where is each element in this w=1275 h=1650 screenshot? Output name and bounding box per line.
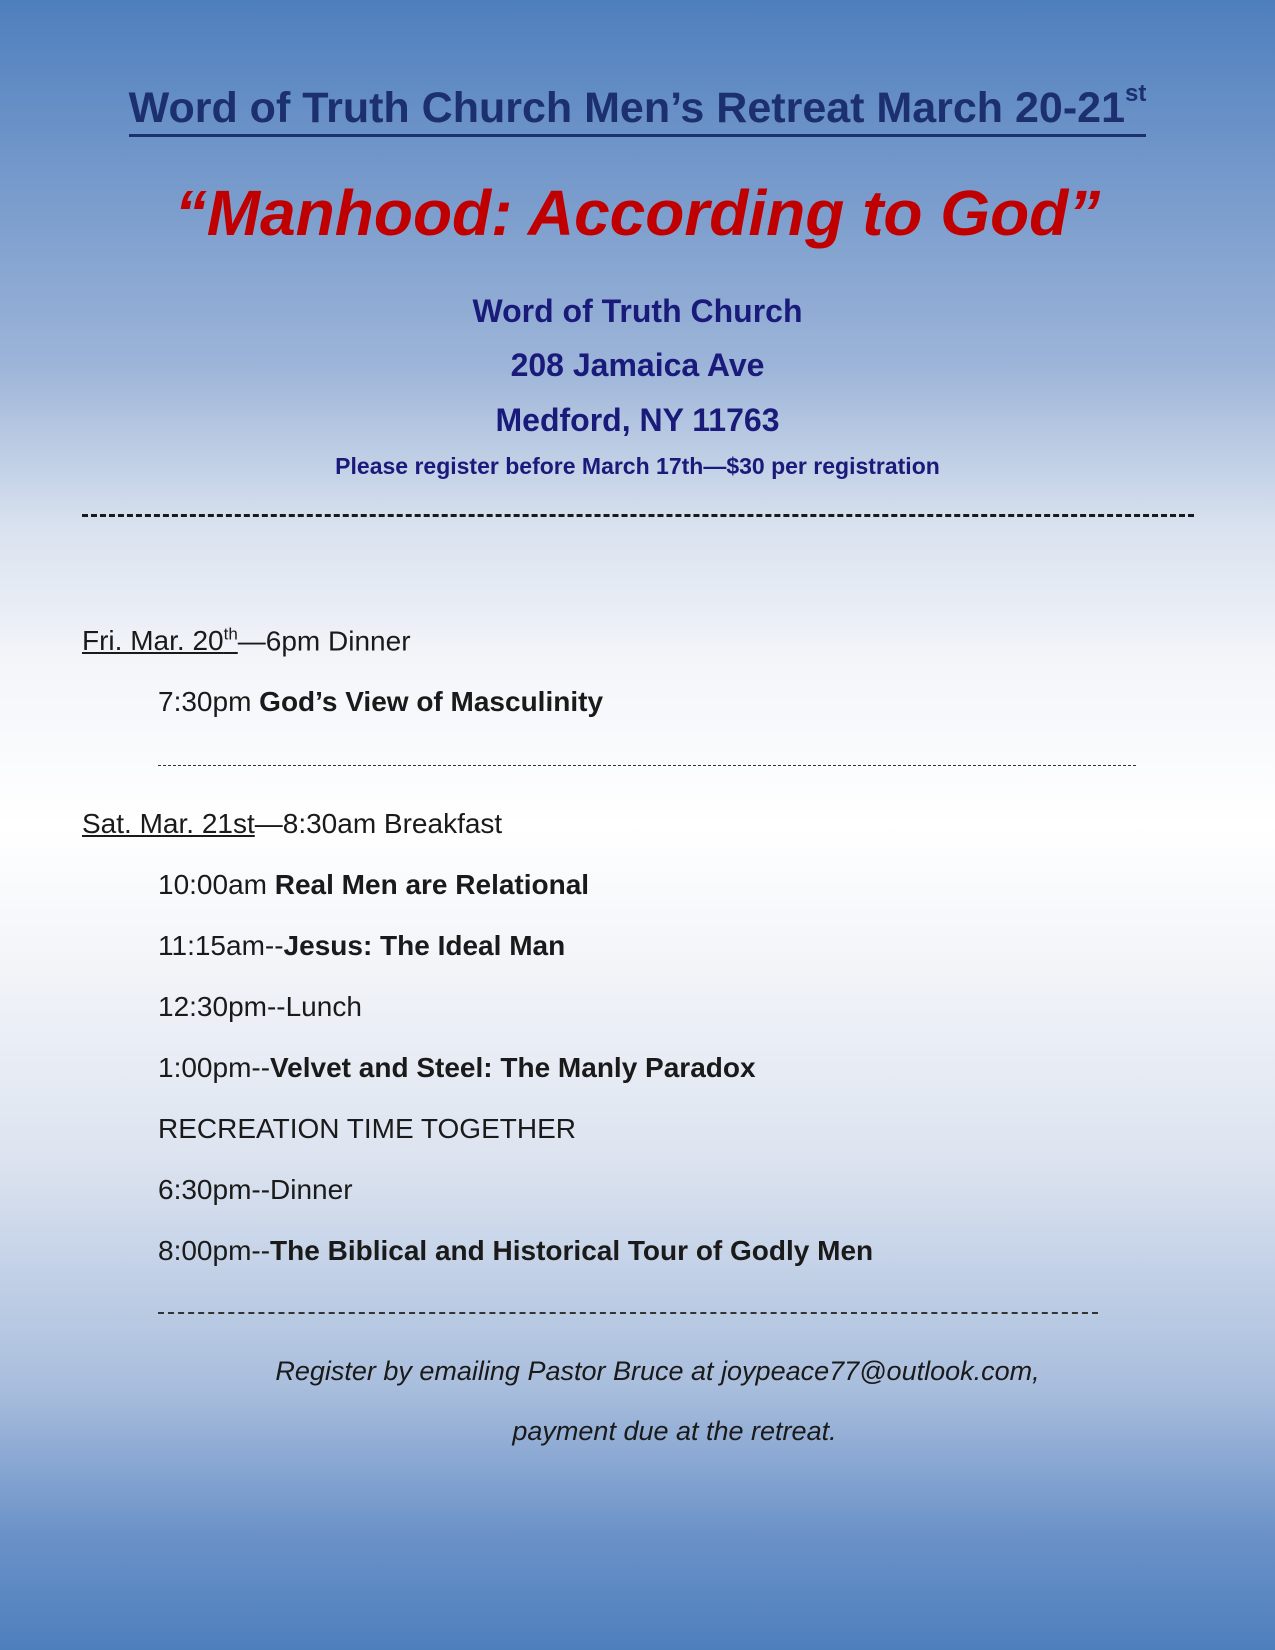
schedule-time: 8:00pm-- [158, 1235, 271, 1266]
title-text: Word of Truth Church Men’s Retreat March 20-21 [128, 84, 1125, 132]
session-title: Jesus: The Ideal Man [283, 930, 566, 961]
schedule-item [158, 869, 589, 901]
friday-day-label: Fri. Mar. 20th [82, 625, 238, 657]
schedule-time: 10:00am [158, 869, 275, 900]
registration-note: Please register before March 17th—$30 per registration [335, 453, 940, 479]
retreat-theme: “Manhood: According to God” [174, 177, 1101, 249]
schedule-item [158, 1174, 353, 1206]
schedule-item [158, 1235, 873, 1267]
day-divider [158, 765, 1136, 766]
schedule-time: 11:15am-- [158, 930, 284, 961]
retreat-title [0, 79, 1275, 133]
friday-dinner: —6pm Dinner [237, 625, 411, 657]
registration-instructions: Register by emailing Pastor Bruce at joypeace77@outlook.com, [275, 1356, 1040, 1386]
session-title: Velvet and Steel: The Manly Paradox [270, 1052, 756, 1083]
saturday-schedule-header [82, 808, 502, 840]
payment-note: payment due at the retreat. [512, 1416, 837, 1446]
footer-divider [158, 1312, 1098, 1314]
title-superscript: st [1124, 79, 1147, 107]
section-divider [82, 514, 1194, 517]
schedule-time: 7:30pm [158, 686, 260, 717]
session-title: Real Men are Relational [274, 869, 590, 900]
session-title: God’s View of Masculinity [259, 686, 604, 717]
session-title: The Biblical and Historical Tour of Godly Men [270, 1235, 874, 1266]
saturday-day-label: Sat. Mar. 21st [82, 808, 255, 839]
schedule-time: RECREATION TIME TOGETHER [158, 1113, 576, 1144]
schedule-item [158, 930, 565, 962]
friday-schedule-header [82, 625, 411, 657]
schedule-item [158, 991, 362, 1023]
schedule-time: 12:30pm--Lunch [158, 991, 362, 1022]
saturday-breakfast: —8:30am Breakfast [254, 808, 503, 839]
schedule-item [158, 686, 603, 718]
church-street: 208 Jamaica Ave [510, 347, 765, 383]
schedule-item [158, 1113, 576, 1145]
schedule-time: 1:00pm-- [158, 1052, 271, 1083]
church-city: Medford, NY 11763 [495, 402, 780, 438]
schedule-time: 6:30pm--Dinner [158, 1174, 353, 1205]
church-name: Word of Truth Church [472, 293, 803, 329]
schedule-item [158, 1052, 756, 1084]
